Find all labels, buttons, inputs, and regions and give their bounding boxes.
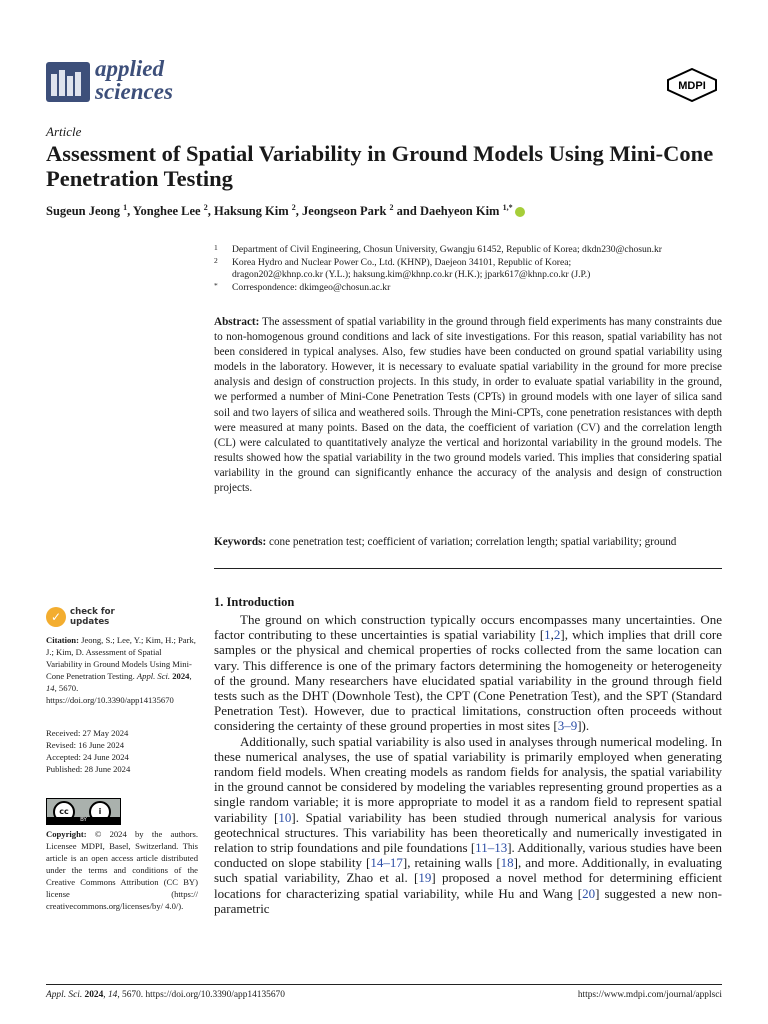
keywords: [214, 535, 724, 550]
footer-divider: [46, 984, 722, 985]
check-icon: ✓: [46, 607, 66, 627]
citation-doi[interactable]: , 5670. https://doi.org/10.3390/app14135670: [46, 683, 174, 705]
affiliation: 1 Department of Civil Engineering, Chosun University, Gwangju 61452, Republic of Korea; dkdn230@chosun.kr: [214, 243, 662, 255]
citation: Citation: Jeong, S.; Lee, Y.; Kim, H.; Park, J.; Kim, D. Assessment of Spatial Variability in Ground Models Using Mini-Cone Penetration Testing. Appl. Sci. 2024, 14, 5670. https://doi.org/10.3390/app14135670: [46, 635, 196, 705]
author-name[interactable]: Sugeun Jeong: [46, 204, 120, 219]
cc-by-license-icon[interactable]: cc i BY: [46, 798, 121, 825]
paragraph: Additionally, such spatial variability is also used in analyses through numerical modeling. In these numerical analyses, the use of spatial variability is primarily employed when generating random field models. When creating models as random fields for analysis, the spatial variability in the ground cannot be considered by modeling the variables representing ground properties as a single random variable; it is more appropriate to model it as a random field to represent spatial variability [10]. Spatial variability has been studied through numerical analysis for various geotechnical structures. This variability has been theoretically and numerically investigated in relation to strip foundations and pile foundations [11–13]. Additionally, various studies have been conducted on slope stability [14–17], retaining walls [18], and more. Additionally, in evaluating such spatial variability, Zhao et al. [19] proposed a novel method for determining efficient locations for characterizing spatial variability, while Hu and Wang [20] suggested a new non-parametric: [214, 733, 723, 916]
citation-link[interactable]: 14–17: [370, 855, 403, 871]
citation-link[interactable]: 1: [544, 627, 551, 643]
citation-link[interactable]: 2: [553, 627, 561, 643]
article-title: Assessment of Spatial Variability in Ground Models Using Mini-Cone Penetration Testing: [46, 141, 714, 191]
mdpi-logo-text: MDPI: [678, 80, 706, 92]
body-text: [214, 612, 722, 916]
check-for-updates-button[interactable]: ✓ check for updates: [46, 607, 116, 629]
affiliation: dragon202@khnp.co.kr (Y.L.); haksung.kim@khnp.co.kr (H.K.); jpark617@khnp.co.kr (J.P.): [232, 269, 591, 280]
footer-journal-url[interactable]: https://www.mdpi.com/journal/applsci: [577, 990, 722, 1000]
author-name[interactable]: Daehyeon Kim: [419, 204, 500, 219]
publication-dates: Received: 27 May 2024 Revised: 16 June 2024 Accepted: 24 June 2024 Published: 28 June 2024: [46, 728, 131, 774]
abstract-label: Abstract:: [214, 316, 260, 328]
correspondence: * Correspondence: dkimgeo@chosun.ac.kr: [214, 280, 391, 293]
paragraph: The ground on which construction typically occurs encompasses many uncertainties. One factor contributing to these uncertainties is spatial variability [1,2], which implies that drill core samples or the physical and chemical properties of rocks collected from the same location can vary. This difference is one of the primary factors determining the homogeneity or heterogeneity of the ground. Many researchers have elucidated spatial variability in the ground through field tests such as the DHT (Downhole Test), the CPT (Cone Penetration Test), and the SPT (Standard Penetration Test). However, due to practical limitations, construction often proceeds without considering the certainty of these ground properties in most sites [3–9]).: [214, 612, 722, 734]
journal-logo: [46, 62, 90, 102]
citation-link[interactable]: 19: [418, 870, 432, 886]
copyright-notice: Copyright: © 2024 by the authors. Licensee MDPI, Basel, Switzerland. This article is an open access article distributed under the terms and conditions of the Creative Commons Attribution (CC BY) license (https:// creativecommons.org/licenses/by/ 4.0/).: [46, 829, 198, 911]
abstract: [214, 315, 722, 496]
citation-link[interactable]: 3–9: [557, 718, 578, 734]
keywords-label: Keywords:: [214, 536, 267, 548]
citation-link[interactable]: 11–13: [475, 840, 508, 856]
affiliation: 2 Korea Hydro and Nuclear Power Co., Ltd. (KHNP), Daejeon 34101, Republic of Korea;: [214, 255, 572, 268]
author-name[interactable]: Jeongseon Park: [302, 204, 387, 219]
divider: [214, 568, 722, 569]
footer-citation: Appl. Sci. 2024, 14, 5670. https://doi.org/10.3390/app14135670: [46, 990, 285, 1000]
abstract-text: The assessment of spatial variability in the ground through field experiments has many constraints due to non-homogenous ground conditions and lack of site investigations. For this reason, spatial variability has not been considered in typical analyses. Also, few studies have been conducted on ground spatial variability using models in the laboratory. However, it is necessary to evaluate spatial variability in the ground for more precise analysis and design of construction projects. In this study, in order to evaluate spatial variability in the ground, we performed a number of Mini-Cone Penetration Tests (CPTs) in ground models with one layer of silica sand soil and two layers of silica and weathered soils. Through the Mini-CPTs, cone penetration resistances with depth were measured at many points. Based on the data, the coefficient of variation (CV) and the correlation length (CL) were calculated to quantitatively analyze the vertical and horizontal variability in the ground models. The results showed how the spatial variability in the two ground models varied. This implies that considering spatial variability in the ground can significantly enhance the accuracy of the analysis and design of construction projects.: [214, 316, 722, 495]
citation-link[interactable]: 20: [582, 885, 596, 901]
citation-link[interactable]: 10: [278, 809, 292, 825]
article-type: Article: [46, 124, 82, 139]
author-name[interactable]: Haksung Kim: [213, 204, 289, 219]
author-list: Sugeun Jeong $^1$, Yonghee Lee $^2$, Haksung Kim $^2$, Jeongseon Park $^2$ and Daehyeon Kim $^{1,*}$: [46, 203, 525, 219]
footer-doi[interactable]: , 5670. https://doi.org/10.3390/app14135670: [117, 990, 285, 1000]
journal-name[interactable]: applied sciences: [95, 56, 173, 104]
citation-link[interactable]: 18: [500, 855, 514, 871]
orcid-icon[interactable]: [515, 207, 525, 217]
affiliations: [214, 244, 734, 294]
keywords-text: cone penetration test; coefficient of variation; correlation length; spatial variability; ground: [269, 536, 677, 548]
mdpi-logo[interactable]: [666, 68, 718, 102]
section-title: 1. Introduction: [214, 595, 295, 609]
author-name[interactable]: Yonghee Lee: [132, 204, 201, 219]
